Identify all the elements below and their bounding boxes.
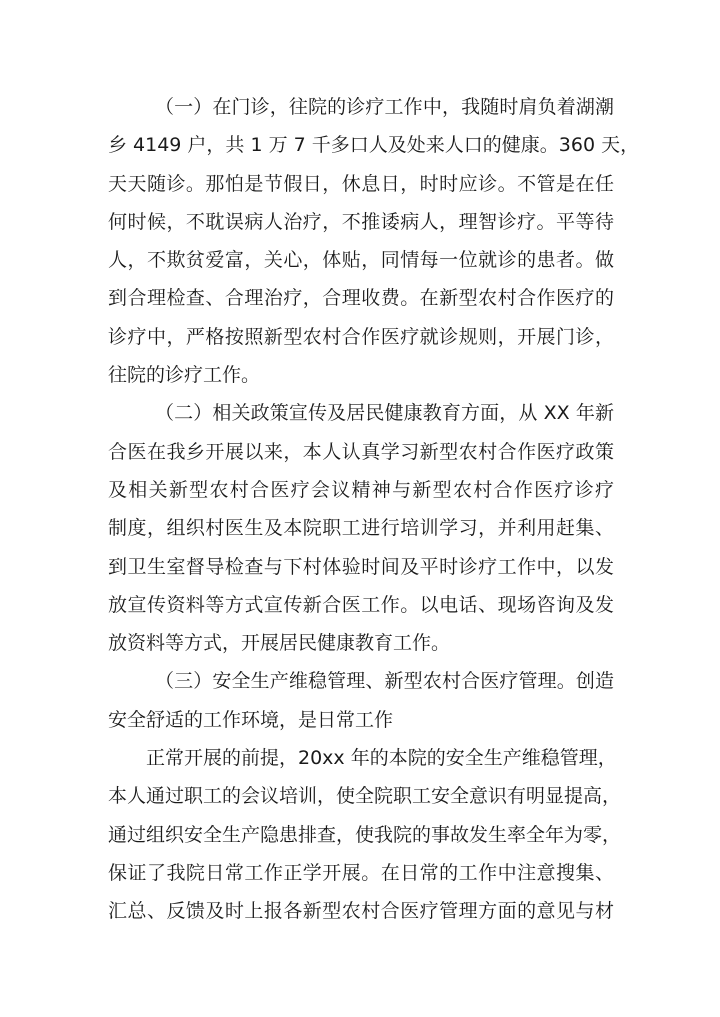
paragraph-2-line: 及相关新型农村合医疗会议精神与新型农村合作医疗诊疗 (108, 478, 614, 501)
paragraph-2-line: 放宣传资料等方式宣传新合医工作。以电话、现场咨询及发 (108, 593, 614, 616)
paragraph-1-line: 人，不欺贫爱富，关心，体贴，同情每一位就诊的患者。做 (108, 249, 614, 272)
paragraph-2-line: 制度，组织村医生及本院职工进行培训学习，并利用赶集、 (108, 517, 614, 540)
paragraph-1-line: 诊疗中，严格按照新型农村合作医疗就诊规则，开展门诊， (108, 325, 614, 348)
paragraph-3-line: （三）安全生产维稳管理、新型农村合医疗管理。创造 (155, 670, 614, 693)
paragraph-2-line: 到卫生室督导检查与下村体验时间及平时诊疗工作中，以发 (108, 555, 614, 578)
document-body (108, 88, 640, 931)
paragraph-4-line: 汇总、反馈及时上报各新型农村合医疗管理方面的意见与材 (108, 900, 614, 923)
paragraph-1-line: 天天随诊。那怕是节假日，休息日，时时应诊。不管是在任 (108, 172, 614, 195)
paragraph-4-line: 保证了我院日常工作正学开展。在日常的工作中注意搜集、 (108, 861, 614, 884)
paragraph-4-line: 通过组织安全生产隐患排查，使我院的事故发生率全年为零， (108, 823, 622, 846)
paragraph-2-line: （二）相关政策宣传及居民健康教育方面，从 XX 年新 (155, 402, 614, 425)
paragraph-1-line: 往院的诊疗工作。 (108, 364, 261, 387)
paragraph-1-line: 到合理检查、合理治疗，合理收费。在新型农村合作医疗的 (108, 287, 614, 310)
paragraph-3-line: 安全舒适的工作环境，是日常工作 (108, 708, 394, 731)
paragraph-4-line: 正常开展的前提，20xx 年的本院的安全生产维稳管理， (146, 747, 617, 770)
paragraph-1-line: （一）在门诊，往院的诊疗工作中，我随时肩负着湖潮 (155, 96, 614, 118)
paragraph-2-line: 合医在我乡开展以来，本人认真学习新型农村合作医疗政策 (108, 440, 614, 463)
paragraph-1-line: 何时候，不耽误病人治疗，不推诿病人，理智诊疗。平等待 (108, 210, 614, 233)
paragraph-2-line: 放资料等方式，开展居民健康教育工作。 (108, 632, 451, 655)
paragraph-4-line: 本人通过职工的会议培训，使全院职工安全意识有明显提高， (108, 785, 622, 808)
paragraph-1-line: 乡 4149 户，共 1 万 7 千多口人及处来人口的健康。360 天， (108, 134, 640, 157)
